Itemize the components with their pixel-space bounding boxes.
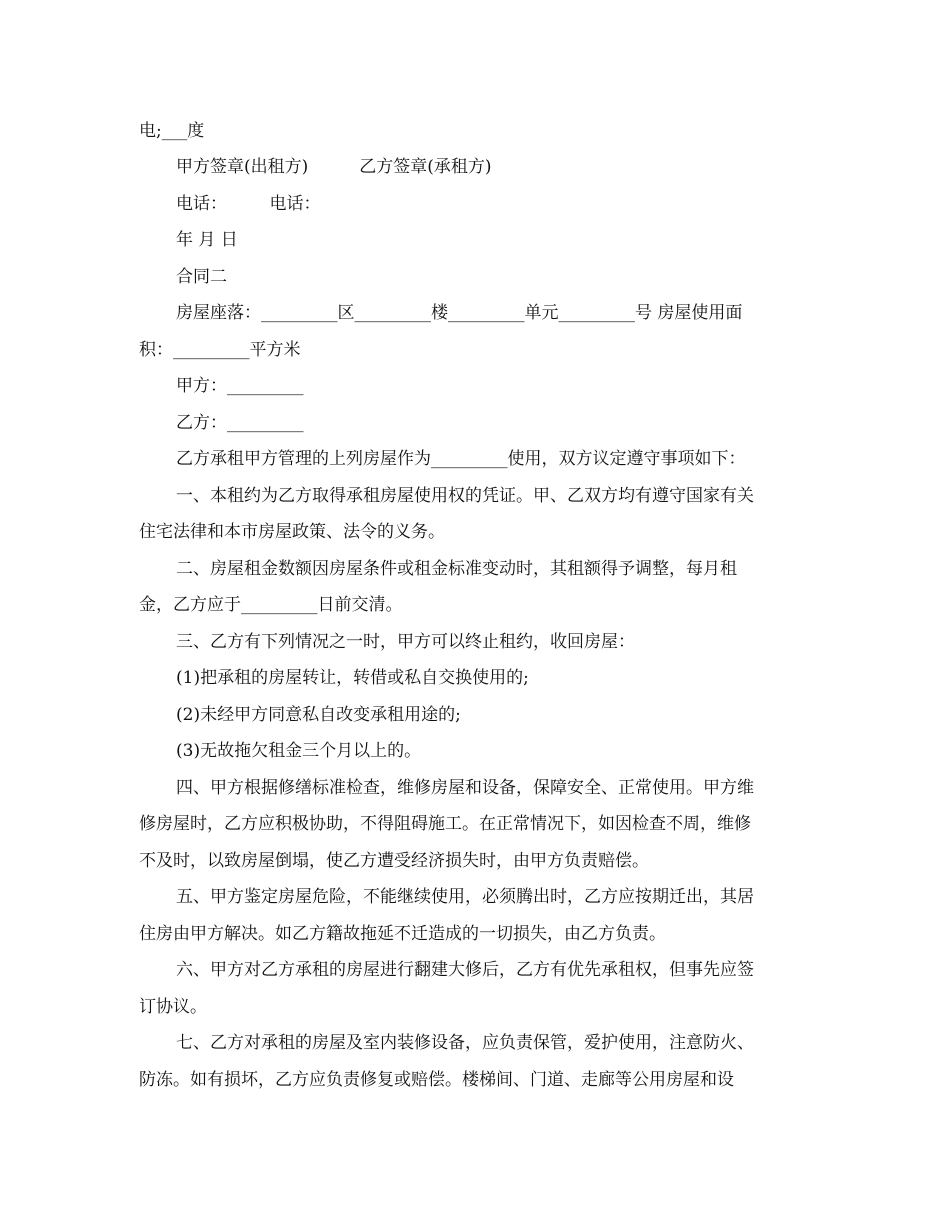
paragraph-clause-2-cont: 金，乙方应于_________日前交清。 [139,595,403,615]
paragraph-clause-1: 一、本租约为乙方取得承租房屋使用权的凭证。甲、乙双方均有遵守国家有关 [176,486,754,506]
section-heading: 合同二 [176,267,227,287]
text-line-electricity: 电;___度 [139,121,205,141]
paragraph-intro: 乙方承租甲方管理的上列房屋作为_________使用，双方议定遵守事项如下： [176,449,746,469]
paragraph-clause-6-cont: 订协议。 [139,997,207,1017]
text-line-party-b: 乙方：_________ [176,413,304,433]
text-line-signatures: 甲方签章(出租方) 乙方签章(承租方) [176,157,492,177]
list-item-1: (1)把承租的房屋转让，转借或私自交换使用的; [176,668,529,688]
paragraph-clause-4-cont-2: 不及时，以致房屋倒塌，使乙方遭受经济损失时，由甲方负责赔偿。 [139,851,649,871]
paragraph-clause-2: 二、房屋租金数额因房屋条件或租金标准变动时，其租额得予调整，每月租 [176,559,737,579]
text-line-location: 房屋座落：_________区_________楼_________单元_________号 房屋使用面 [176,303,743,323]
paragraph-clause-7: 七、乙方对承租的房屋及室内装修设备，应负责保管，爱护使用，注意防火、 [176,1033,754,1053]
paragraph-clause-4-cont-1: 修房屋时，乙方应积极协助，不得阻碍施工。在正常情况下，如因检查不周，维修 [139,814,751,834]
paragraph-clause-6: 六、甲方对乙方承租的房屋进行翻建大修后，乙方有优先承租权，但事先应签 [176,960,754,980]
paragraph-clause-4: 四、甲方根据修缮标准检查，维修房屋和设备，保障安全、正常使用。甲方维 [176,778,754,798]
text-line-party-a: 甲方：_________ [176,376,304,396]
text-line-date: 年 月 日 [176,230,238,250]
list-item-3: (3)无故拖欠租金三个月以上的。 [176,741,422,761]
paragraph-clause-3: 三、乙方有下列情况之一时，甲方可以终止租约，收回房屋： [176,632,635,652]
text-line-area: 积：_________平方米 [139,340,301,360]
paragraph-clause-7-cont: 防冻。如有损坏，乙方应负责修复或赔偿。楼梯间、门道、走廊等公用房屋和设 [139,1070,734,1090]
paragraph-clause-5-cont: 住房由甲方解决。如乙方籍故拖延不迁造成的一切损失，由乙方负责。 [139,924,666,944]
paragraph-clause-1-cont: 住宅法律和本市房屋政策、法令的义务。 [139,522,445,542]
paragraph-clause-5: 五、甲方鉴定房屋危险，不能继续使用，必须腾出时，乙方应按期迁出，其居 [176,887,754,907]
list-item-2: (2)未经甲方同意私自改变承租用途的; [176,705,461,725]
text-line-phones: 电话： 电话： [176,194,321,214]
